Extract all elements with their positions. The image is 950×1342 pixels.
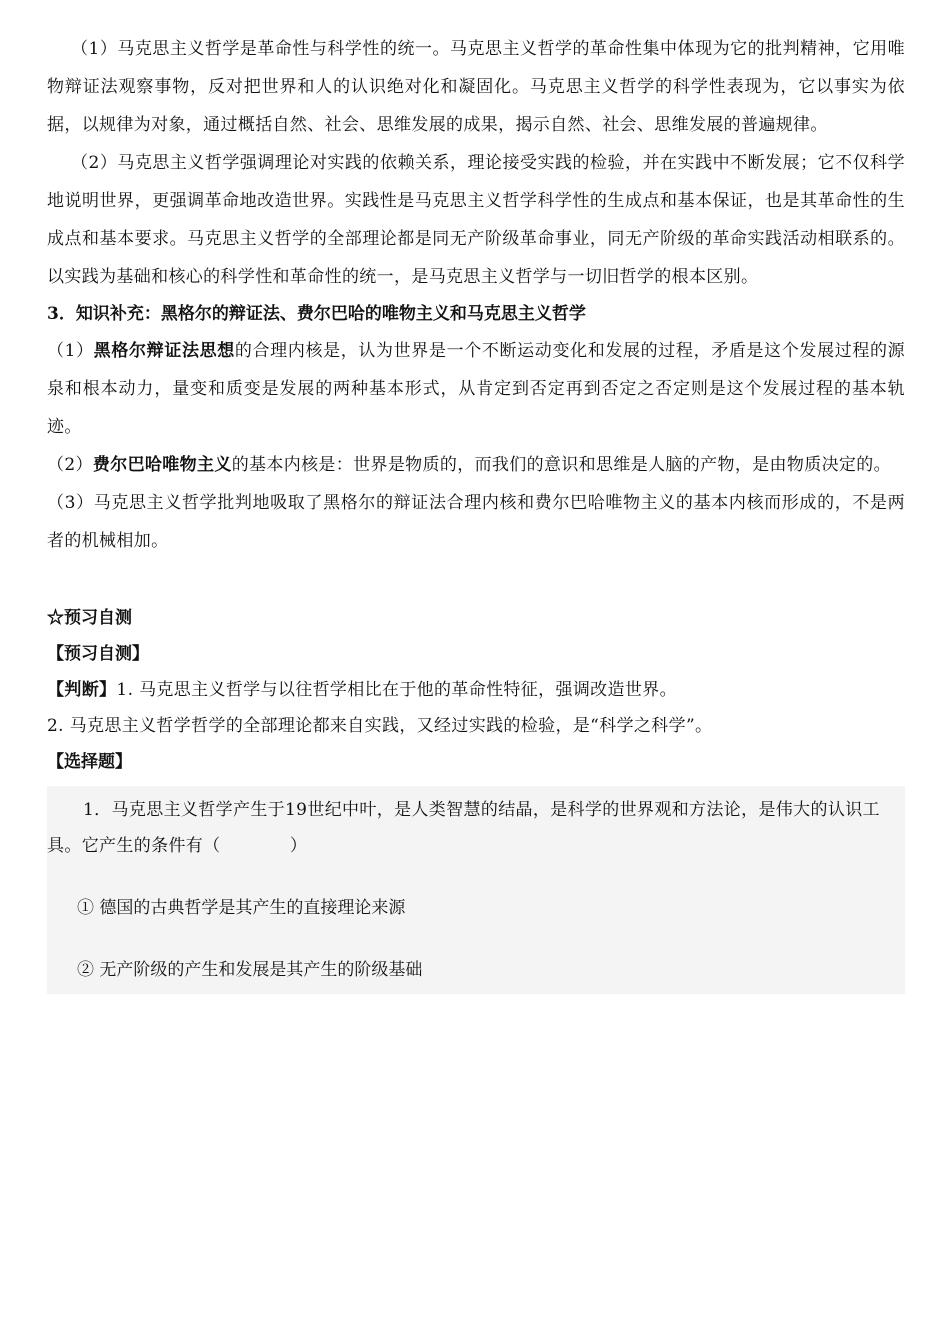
s3-item-3-text: 马克思主义哲学批判地吸取了黑格尔的辩证法合理内核和费尔巴哈唯物主义的基本内核而形成的，不是两者的机械相加。 [47, 493, 905, 551]
section-3-title: 3．知识补充：黑格尔的辩证法、费尔巴哈的唯物主义和马克思主义哲学 [47, 304, 586, 324]
s3-item-2 [47, 446, 905, 484]
paragraph-practice: （2）马克思主义哲学强调理论对实践的依赖关系，理论接受实践的检验，并在实践中不断发展；它不仅科学地说明世界，更强调革命地改造世界。实践性是马克思主义哲学科学性的生成点和基本保证，也是其革命性的生成点和基本要求。马克思主义哲学的全部理论都是同无产阶级革命事业，同无产阶级的革命实践活动相联系的。以实践为基础和核心的科学性和革命性的统一，是马克思主义哲学与一切旧哲学的根本区别。 [47, 153, 905, 287]
s3-item-1-prefix: （1） [47, 341, 94, 361]
quiz-question: 1．马克思主义哲学产生于19世纪中叶，是人类智慧的结晶，是科学的世界观和方法论，是伟大的认识工具。它产生的条件有（ ） [47, 800, 880, 856]
document-page [47, 30, 905, 994]
s3-item-2-prefix: （2） [47, 455, 93, 475]
s3-item-3-prefix: （3） [47, 493, 94, 513]
quiz-option-1: ① 德国的古典哲学是其产生的直接理论来源 [77, 898, 406, 918]
choice-label: 【选择题】 [47, 752, 132, 772]
judge-label: 【判断】 [47, 680, 117, 700]
preview-title: ☆预习自测 [47, 608, 132, 628]
spacer [47, 926, 905, 952]
preview-subtitle: 【预习自测】 [47, 644, 149, 664]
spacer [47, 560, 905, 600]
quiz-box [47, 786, 905, 994]
s3-item-2-text: 的基本内核是：世界是物质的，而我们的意识和思维是人脑的产物，是由物质决定的。 [231, 455, 891, 475]
judge-item-1-text: 1. 马克思主义哲学与以往哲学相比在于他的革命性特征，强调改造世界。 [116, 680, 677, 700]
s3-item-1-keyword: 黑格尔辩证法思想 [93, 341, 235, 361]
paragraph-revolution-science: （1）马克思主义哲学是革命性与科学性的统一。马克思主义哲学的革命性集中体现为它的批判精神，它用唯物辩证法观察事物，反对把世界和人的认识绝对化和凝固化。马克思主义哲学的科学性表现为，它以事实为依据，以规律为对象，通过概括自然、社会、思维发展的成果，揭示自然、社会、思维发展的普遍规律。 [47, 39, 905, 135]
s3-item-2-keyword: 费尔巴哈唯物主义 [92, 455, 232, 475]
spacer [47, 864, 905, 890]
s3-item-1 [47, 332, 905, 446]
judge-item-2: 2. 马克思主义哲学哲学的全部理论都来自实践，又经过实践的检验，是“科学之科学”。 [47, 716, 713, 736]
judge-item-1 [47, 672, 905, 708]
quiz-option-2: ② 无产阶级的产生和发展是其产生的阶级基础 [77, 960, 423, 980]
s3-item-1-text: 的合理内核是，认为世界是一个不断运动变化和发展的过程，矛盾是这个发展过程的源泉和根本动力，量变和质变是发展的两种基本形式，从肯定到否定再到否定之否定则是这个发展过程的基本轨迹。 [47, 341, 905, 437]
s3-item-3 [47, 484, 905, 560]
